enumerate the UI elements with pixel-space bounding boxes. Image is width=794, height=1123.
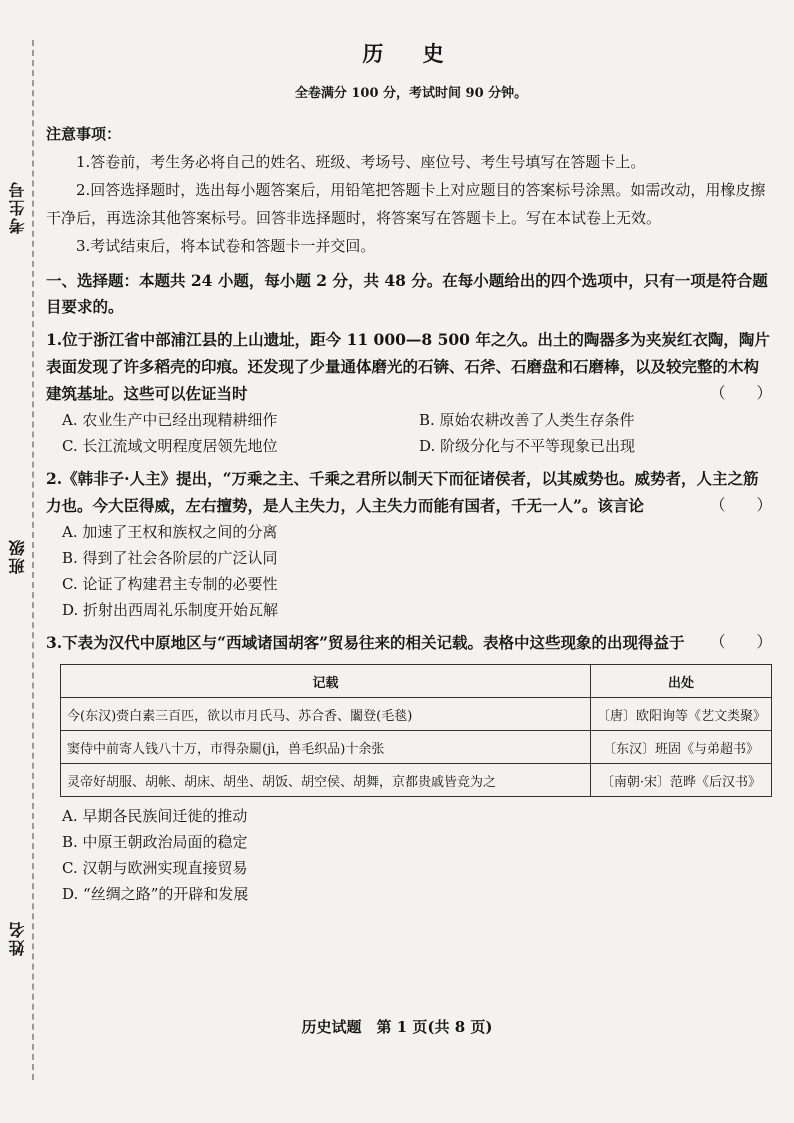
question-1 — [46, 326, 776, 459]
option-a: A. 加速了王权和族权之间的分离 — [62, 523, 278, 541]
table-row — [61, 764, 772, 797]
note-item: 1.答卷前，考生务必将自己的姓名、班级、考场号、座位号、考生号填写在答题卡上。 — [76, 153, 646, 171]
table-header-source: 出处 — [591, 665, 772, 698]
option-d: D. “丝绸之路”的开辟和发展 — [62, 885, 249, 903]
options — [46, 407, 776, 459]
question-stem: 3.下表为汉代中原地区与“西域诸国胡客”贸易往来的相关记载。表格中这些现象的出现得益于 （ ） — [46, 629, 776, 656]
option-c: C. 论证了构建君主专制的必要性 — [62, 575, 278, 593]
table-cell-source: 〔东汉〕班固《与弟超书》 — [591, 731, 772, 764]
question-3 — [46, 629, 776, 907]
question-2 — [46, 465, 776, 623]
exam-info: 全卷满分 100 分，考试时间 90 分钟。 — [294, 86, 528, 101]
table-row — [61, 698, 772, 731]
question-stem: 2.《韩非子·人主》提出，“万乘之主、千乘之君所以制天下而征诸侯者，以其威势也。威势者，人主之筋力也。今大臣得威，左右擅势，是人主失力，人主失力而能有国者，千无一人”。该言论 （ ） — [46, 465, 776, 519]
table-cell-record: 窦侍中前寄人钱八十万，市得杂罽(jì，兽毛织品)十余张 — [61, 731, 591, 764]
class-label: 班级 — [8, 538, 27, 574]
note-item: 3.考试结束后，将本试卷和答题卡一并交回。 — [76, 237, 376, 255]
question-stem: 1.位于浙江省中部浦江县的上山遗址，距今 11 000—8 500 年之久。出土的陶器多为夹炭红衣陶，陶片表面发现了许多稻壳的印痕。还发现了少量通体磨光的石锛、石斧、石磨盘和石磨棒，以及较完整的木构建筑基址。这些可以佐证当时 （ ） — [46, 326, 776, 407]
answer-paren: （ ） — [709, 496, 772, 514]
exam-number-label: 考生号 — [8, 180, 27, 234]
table-row — [61, 731, 772, 764]
option-b: B. 中原王朝政治局面的稳定 — [62, 833, 248, 851]
table-cell-source: 〔南朝·宋〕范晔《后汉书》 — [591, 764, 772, 797]
option-d: D. 阶级分化与不平等现象已出现 — [419, 437, 636, 455]
table-cell-record: 今(东汉)赍白素三百匹，欲以市月氏马、苏合香、闟登(毛毯) — [61, 698, 591, 731]
option-a: A. 早期各民族间迁徙的推动 — [62, 807, 248, 825]
answer-paren: （ ） — [709, 633, 772, 651]
options — [46, 803, 776, 907]
table-cell-source: 〔唐〕欧阳询等《艺文类聚》 — [591, 698, 772, 731]
option-b: B. 得到了社会各阶层的广泛认同 — [62, 549, 278, 567]
options — [46, 519, 776, 623]
table-header-record: 记载 — [61, 665, 591, 698]
option-c: C. 长江流域文明程度居领先地位 — [62, 437, 278, 455]
note-item: 2.回答选择题时，选出每小题答案后，用铅笔把答题卡上对应题目的答案标号涂黑。如需改动，用橡皮擦干净后，再选涂其他答案标号。回答非选择题时，将答案写在答题卡上。写在本试卷上无效。 — [46, 181, 766, 227]
option-b: B. 原始农耕改善了人类生存条件 — [419, 411, 635, 429]
table-cell-record: 灵帝好胡服、胡帐、胡床、胡坐、胡饭、胡空侯、胡舞，京都贵戚皆竞为之 — [61, 764, 591, 797]
answer-paren: （ ） — [709, 384, 772, 402]
option-d: D. 折射出西周礼乐制度开始瓦解 — [62, 601, 279, 619]
option-c: C. 汉朝与欧洲实现直接贸易 — [62, 859, 248, 877]
section-heading: 一、选择题：本题共 24 小题，每小题 2 分，共 48 分。在每小题给出的四个选项中，只有一项是符合题目要求的。 — [46, 271, 768, 316]
page-footer: 历史试题 第 1 页(共 8 页) — [301, 1018, 493, 1036]
page-title: 历 史 — [362, 41, 460, 66]
records-table — [60, 664, 772, 797]
name-label: 姓名 — [8, 920, 27, 956]
notes-heading: 注意事项： — [46, 125, 122, 143]
exam-page — [46, 30, 776, 907]
option-a: A. 农业生产中已经出现精耕细作 — [62, 411, 278, 429]
binding-dashed-line — [32, 40, 34, 1080]
